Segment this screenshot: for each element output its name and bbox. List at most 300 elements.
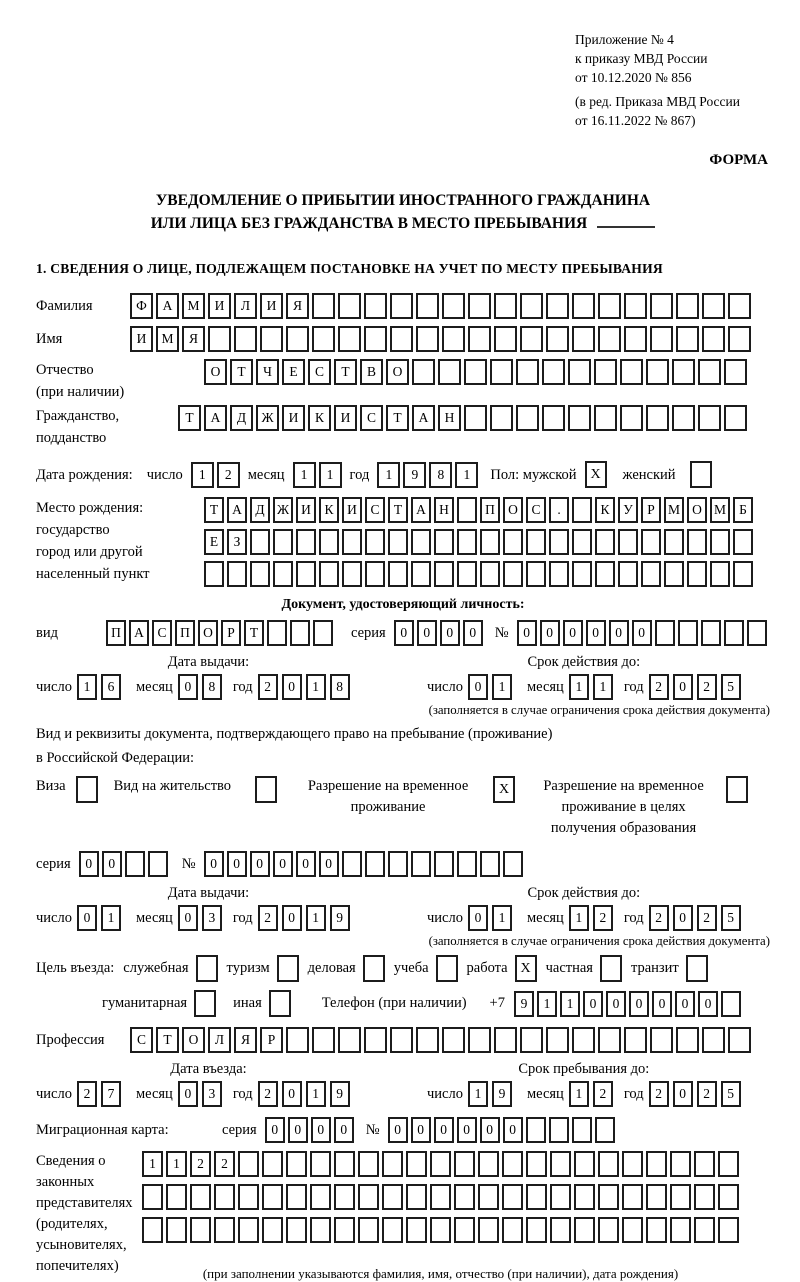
form-cell[interactable] [516,405,539,431]
form-cell[interactable] [655,620,675,646]
form-cell[interactable] [312,293,335,319]
form-cell[interactable] [310,1151,331,1177]
form-cell[interactable]: М [710,497,730,523]
form-cell[interactable] [434,851,454,877]
form-cell[interactable] [388,529,408,555]
form-cell[interactable] [502,1217,523,1243]
form-cell[interactable] [334,1151,355,1177]
form-cell[interactable] [701,620,721,646]
form-cell[interactable] [208,326,231,352]
form-cell[interactable] [296,529,316,555]
form-cell[interactable]: 8 [330,674,350,700]
form-cell[interactable]: 0 [675,991,695,1017]
form-cell[interactable] [526,1184,547,1210]
form-cell[interactable]: 9 [403,462,426,488]
form-cell[interactable]: 1 [537,991,557,1017]
form-cell[interactable] [595,1117,615,1143]
form-cell[interactable]: 1 [166,1151,187,1177]
form-cell[interactable] [664,561,684,587]
form-cell[interactable]: 9 [330,905,350,931]
form-cell[interactable] [503,561,523,587]
form-cell[interactable] [549,561,569,587]
form-cell[interactable] [342,561,362,587]
form-cell[interactable]: 1 [569,674,589,700]
form-cell[interactable] [434,561,454,587]
form-cell[interactable]: 5 [721,674,741,700]
form-cell[interactable]: 0 [265,1117,285,1143]
form-cell[interactable] [503,529,523,555]
form-cell[interactable] [412,359,435,385]
form-cell[interactable]: 1 [569,1081,589,1107]
purpose-study-checkbox[interactable] [436,955,458,982]
form-cell[interactable] [641,529,661,555]
form-cell[interactable]: Л [234,293,257,319]
form-cell[interactable] [549,529,569,555]
form-cell[interactable]: 7 [101,1081,121,1107]
form-cell[interactable] [710,529,730,555]
form-cell[interactable] [698,359,721,385]
form-cell[interactable]: Я [234,1027,257,1053]
form-cell[interactable] [702,326,725,352]
form-cell[interactable] [572,1117,592,1143]
form-cell[interactable] [676,326,699,352]
form-cell[interactable] [286,326,309,352]
form-cell[interactable] [365,851,385,877]
form-cell[interactable]: Е [282,359,305,385]
form-cell[interactable] [434,529,454,555]
form-cell[interactable] [595,561,615,587]
form-cell[interactable] [568,359,591,385]
form-cell[interactable] [622,1184,643,1210]
form-cell[interactable] [214,1184,235,1210]
form-cell[interactable] [646,405,669,431]
form-cell[interactable] [454,1151,475,1177]
form-cell[interactable] [526,1217,547,1243]
form-cell[interactable] [457,529,477,555]
form-cell[interactable] [250,529,270,555]
form-cell[interactable]: 0 [178,1081,198,1107]
form-cell[interactable] [676,1027,699,1053]
form-cell[interactable]: 1 [492,905,512,931]
form-cell[interactable]: 1 [560,991,580,1017]
form-cell[interactable] [520,326,543,352]
form-cell[interactable] [503,851,523,877]
form-cell[interactable]: М [664,497,684,523]
form-cell[interactable]: П [175,620,195,646]
form-cell[interactable]: 1 [142,1151,163,1177]
form-cell[interactable]: О [182,1027,205,1053]
form-cell[interactable] [618,529,638,555]
form-cell[interactable] [526,561,546,587]
form-cell[interactable] [480,561,500,587]
form-cell[interactable]: С [360,405,383,431]
purpose-transit-checkbox[interactable] [686,955,708,982]
form-cell[interactable]: А [156,293,179,319]
form-cell[interactable] [406,1217,427,1243]
form-cell[interactable] [480,529,500,555]
form-cell[interactable] [390,326,413,352]
form-cell[interactable] [358,1184,379,1210]
sex-male-checkbox[interactable]: X [585,461,607,488]
form-cell[interactable] [142,1184,163,1210]
form-cell[interactable] [267,620,287,646]
form-cell[interactable] [641,561,661,587]
form-cell[interactable]: 1 [455,462,478,488]
form-cell[interactable] [390,1027,413,1053]
form-cell[interactable] [262,1217,283,1243]
form-cell[interactable] [694,1151,715,1177]
form-cell[interactable]: М [156,326,179,352]
form-cell[interactable] [724,359,747,385]
form-cell[interactable] [572,1027,595,1053]
form-cell[interactable]: 0 [698,991,718,1017]
form-cell[interactable] [457,497,477,523]
form-cell[interactable]: 0 [388,1117,408,1143]
form-cell[interactable] [273,561,293,587]
form-cell[interactable] [478,1184,499,1210]
form-cell[interactable] [286,1184,307,1210]
form-cell[interactable] [572,529,592,555]
form-cell[interactable] [296,561,316,587]
purpose-humanitarian-checkbox[interactable] [194,990,216,1017]
form-cell[interactable]: И [208,293,231,319]
form-cell[interactable]: 0 [540,620,560,646]
form-cell[interactable]: С [152,620,172,646]
form-cell[interactable]: 0 [583,991,603,1017]
form-cell[interactable] [702,1027,725,1053]
form-cell[interactable] [390,293,413,319]
form-cell[interactable]: Я [182,326,205,352]
form-cell[interactable] [542,405,565,431]
form-cell[interactable]: О [503,497,523,523]
form-cell[interactable]: 0 [632,620,652,646]
form-cell[interactable]: Р [221,620,241,646]
form-cell[interactable] [622,1151,643,1177]
form-cell[interactable] [430,1151,451,1177]
form-cell[interactable]: 1 [319,462,342,488]
form-cell[interactable] [438,359,461,385]
form-cell[interactable]: 0 [609,620,629,646]
form-cell[interactable]: О [687,497,707,523]
form-cell[interactable]: 1 [377,462,400,488]
form-cell[interactable]: А [411,497,431,523]
form-cell[interactable] [464,359,487,385]
form-cell[interactable]: 2 [649,674,669,700]
form-cell[interactable]: 0 [288,1117,308,1143]
form-cell[interactable] [694,1217,715,1243]
form-cell[interactable]: В [360,359,383,385]
form-cell[interactable] [312,1027,335,1053]
form-cell[interactable]: 1 [593,674,613,700]
form-cell[interactable]: 0 [503,1117,523,1143]
form-cell[interactable] [457,851,477,877]
form-cell[interactable] [262,1184,283,1210]
form-cell[interactable] [364,1027,387,1053]
form-cell[interactable]: Р [641,497,661,523]
form-cell[interactable] [388,561,408,587]
form-cell[interactable] [364,293,387,319]
form-cell[interactable] [670,1184,691,1210]
form-cell[interactable]: 0 [334,1117,354,1143]
form-cell[interactable]: 1 [306,1081,326,1107]
form-cell[interactable] [313,620,333,646]
form-cell[interactable] [442,326,465,352]
form-cell[interactable] [718,1184,739,1210]
form-cell[interactable]: Я [286,293,309,319]
form-cell[interactable]: Ж [273,497,293,523]
form-cell[interactable] [365,561,385,587]
purpose-business-checkbox[interactable] [363,955,385,982]
form-cell[interactable] [334,1184,355,1210]
form-cell[interactable] [411,529,431,555]
form-cell[interactable]: С [130,1027,153,1053]
form-cell[interactable]: 0 [79,851,99,877]
form-cell[interactable]: И [282,405,305,431]
form-cell[interactable] [526,1117,546,1143]
form-cell[interactable] [728,293,751,319]
form-cell[interactable] [250,561,270,587]
form-cell[interactable]: Т [388,497,408,523]
form-cell[interactable] [574,1184,595,1210]
form-cell[interactable]: 0 [517,620,537,646]
form-cell[interactable] [214,1217,235,1243]
form-cell[interactable]: 0 [311,1117,331,1143]
form-cell[interactable]: Ф [130,293,153,319]
form-cell[interactable]: 3 [202,905,222,931]
form-cell[interactable]: С [365,497,385,523]
form-cell[interactable] [468,326,491,352]
form-cell[interactable] [260,326,283,352]
form-cell[interactable]: 2 [649,1081,669,1107]
form-cell[interactable]: 0 [417,620,437,646]
form-cell[interactable]: 1 [191,462,214,488]
form-cell[interactable] [406,1184,427,1210]
form-cell[interactable]: 1 [293,462,316,488]
form-cell[interactable] [312,326,335,352]
form-cell[interactable]: А [227,497,247,523]
form-cell[interactable] [338,1027,361,1053]
form-cell[interactable] [516,359,539,385]
form-cell[interactable] [733,561,753,587]
form-cell[interactable]: 0 [178,905,198,931]
form-cell[interactable] [286,1217,307,1243]
form-cell[interactable]: И [296,497,316,523]
form-cell[interactable]: 0 [434,1117,454,1143]
form-cell[interactable]: 0 [468,905,488,931]
form-cell[interactable] [494,293,517,319]
form-cell[interactable]: Р [260,1027,283,1053]
form-cell[interactable] [290,620,310,646]
form-cell[interactable]: Ж [256,405,279,431]
form-cell[interactable]: 0 [468,674,488,700]
form-cell[interactable]: 0 [457,1117,477,1143]
form-cell[interactable] [598,1151,619,1177]
form-cell[interactable]: 2 [593,1081,613,1107]
form-cell[interactable]: 1 [101,905,121,931]
form-cell[interactable] [442,293,465,319]
form-cell[interactable] [546,326,569,352]
form-cell[interactable]: 1 [306,674,326,700]
form-cell[interactable] [190,1217,211,1243]
form-cell[interactable]: З [227,529,247,555]
form-cell[interactable] [468,1027,491,1053]
form-cell[interactable] [190,1184,211,1210]
form-cell[interactable] [478,1217,499,1243]
form-cell[interactable]: 0 [282,1081,302,1107]
form-cell[interactable]: О [386,359,409,385]
form-cell[interactable]: Т [386,405,409,431]
form-cell[interactable] [416,293,439,319]
form-cell[interactable] [646,359,669,385]
form-cell[interactable]: 0 [463,620,483,646]
form-cell[interactable] [620,405,643,431]
form-cell[interactable]: 1 [492,674,512,700]
form-cell[interactable] [238,1184,259,1210]
form-cell[interactable]: С [308,359,331,385]
form-cell[interactable]: 2 [217,462,240,488]
form-cell[interactable] [286,1027,309,1053]
form-cell[interactable] [388,851,408,877]
form-cell[interactable] [273,529,293,555]
form-cell[interactable] [358,1217,379,1243]
form-cell[interactable]: Т [204,497,224,523]
form-cell[interactable]: Д [250,497,270,523]
form-cell[interactable]: 8 [202,674,222,700]
form-cell[interactable] [286,1151,307,1177]
form-cell[interactable]: А [412,405,435,431]
form-cell[interactable] [238,1151,259,1177]
form-cell[interactable] [670,1151,691,1177]
form-cell[interactable] [646,1184,667,1210]
form-cell[interactable]: 0 [563,620,583,646]
form-cell[interactable]: 3 [202,1081,222,1107]
form-cell[interactable] [572,561,592,587]
form-cell[interactable] [411,851,431,877]
form-cell[interactable] [204,561,224,587]
form-cell[interactable] [678,620,698,646]
form-cell[interactable]: Ч [256,359,279,385]
form-cell[interactable]: 0 [673,905,693,931]
form-cell[interactable]: 0 [204,851,224,877]
form-cell[interactable] [234,326,257,352]
form-cell[interactable] [502,1184,523,1210]
form-cell[interactable]: М [182,293,205,319]
form-cell[interactable]: 0 [250,851,270,877]
form-cell[interactable] [724,620,744,646]
form-cell[interactable]: 1 [468,1081,488,1107]
form-cell[interactable]: 0 [480,1117,500,1143]
form-cell[interactable]: И [260,293,283,319]
form-cell[interactable] [733,529,753,555]
form-cell[interactable]: 5 [721,905,741,931]
form-cell[interactable]: Т [244,620,264,646]
form-cell[interactable] [747,620,767,646]
form-cell[interactable] [430,1217,451,1243]
form-cell[interactable] [718,1217,739,1243]
form-cell[interactable]: . [549,497,569,523]
purpose-official-checkbox[interactable] [196,955,218,982]
form-cell[interactable] [572,497,592,523]
form-cell[interactable]: 2 [697,905,717,931]
form-cell[interactable] [728,1027,751,1053]
form-cell[interactable] [468,293,491,319]
form-cell[interactable]: П [106,620,126,646]
form-cell[interactable]: Е [204,529,224,555]
form-cell[interactable] [227,561,247,587]
form-cell[interactable] [125,851,145,877]
sex-female-checkbox[interactable] [690,461,712,488]
form-cell[interactable] [650,293,673,319]
form-cell[interactable]: 9 [492,1081,512,1107]
form-cell[interactable]: 6 [101,674,121,700]
purpose-tourism-checkbox[interactable] [277,955,299,982]
form-cell[interactable] [338,293,361,319]
form-cell[interactable]: И [334,405,357,431]
form-cell[interactable] [342,851,362,877]
form-cell[interactable] [549,1117,569,1143]
form-cell[interactable]: 0 [673,1081,693,1107]
form-cell[interactable] [454,1184,475,1210]
form-cell[interactable]: 8 [429,462,452,488]
form-cell[interactable]: 5 [721,1081,741,1107]
form-cell[interactable]: П [480,497,500,523]
form-cell[interactable] [430,1184,451,1210]
form-cell[interactable]: А [129,620,149,646]
form-cell[interactable] [698,405,721,431]
form-cell[interactable]: И [130,326,153,352]
form-cell[interactable] [526,529,546,555]
form-cell[interactable]: Л [208,1027,231,1053]
form-cell[interactable] [646,1151,667,1177]
form-cell[interactable]: 1 [77,674,97,700]
form-cell[interactable]: К [308,405,331,431]
form-cell[interactable]: А [204,405,227,431]
form-cell[interactable]: 2 [77,1081,97,1107]
visa-checkbox[interactable] [76,776,98,803]
form-cell[interactable] [148,851,168,877]
form-cell[interactable] [598,1027,621,1053]
form-cell[interactable]: 0 [652,991,672,1017]
form-cell[interactable] [624,1027,647,1053]
form-cell[interactable] [594,405,617,431]
form-cell[interactable] [664,529,684,555]
form-cell[interactable]: 2 [258,1081,278,1107]
form-cell[interactable] [624,326,647,352]
form-cell[interactable] [262,1151,283,1177]
form-cell[interactable] [550,1217,571,1243]
form-cell[interactable] [650,326,673,352]
form-cell[interactable] [342,529,362,555]
form-cell[interactable]: 0 [296,851,316,877]
form-cell[interactable]: 2 [190,1151,211,1177]
form-cell[interactable]: 2 [697,674,717,700]
form-cell[interactable] [598,293,621,319]
form-cell[interactable]: 0 [77,905,97,931]
form-cell[interactable] [406,1151,427,1177]
form-cell[interactable] [672,405,695,431]
form-cell[interactable] [365,529,385,555]
form-cell[interactable] [526,1151,547,1177]
form-cell[interactable] [142,1217,163,1243]
form-cell[interactable]: 0 [440,620,460,646]
form-cell[interactable] [416,326,439,352]
form-cell[interactable]: У [618,497,638,523]
form-cell[interactable]: 2 [258,905,278,931]
form-cell[interactable] [358,1151,379,1177]
form-cell[interactable] [490,405,513,431]
form-cell[interactable]: 1 [306,905,326,931]
form-cell[interactable] [572,326,595,352]
